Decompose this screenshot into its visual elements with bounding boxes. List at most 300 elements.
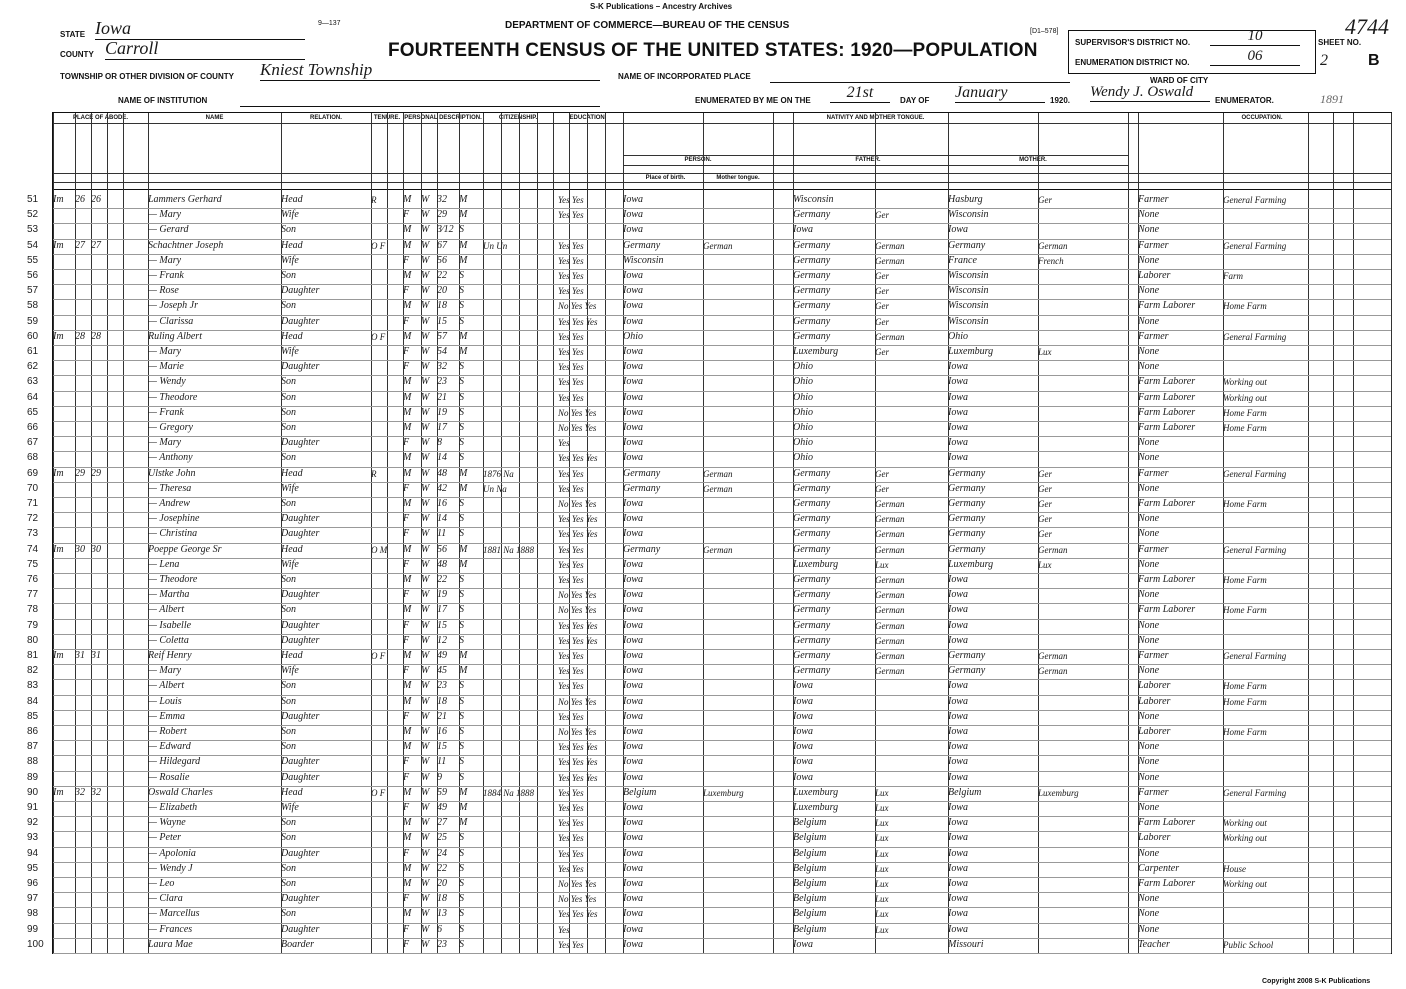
cell-age: 27 (437, 817, 447, 829)
cell-age: 21 (437, 391, 447, 403)
cell-ms: M (459, 650, 468, 661)
cell-n: 77 (27, 589, 39, 601)
cell-fmt: German (875, 666, 905, 677)
cell-age: 22 (437, 862, 447, 874)
cell-pob: Ohio (623, 330, 643, 342)
cell-pob: Iowa (623, 938, 643, 950)
cell-ed: Yes Yes (558, 195, 584, 205)
cell-pob: Iowa (623, 406, 643, 418)
table-row (27, 923, 1391, 938)
cell-ms: M (459, 346, 468, 357)
cell-sex: F (403, 315, 410, 327)
table-row (27, 725, 1391, 740)
cell-race: W (421, 771, 430, 783)
cell-name: — Louis (148, 695, 182, 707)
cell-n: 91 (27, 802, 39, 813)
cell-pob: Iowa (623, 923, 643, 935)
cell-occ: Farm Laborer (1138, 422, 1196, 433)
cell-age: 18 (437, 893, 447, 905)
cell-fpob: Germany (793, 467, 831, 479)
cell-race: W (421, 634, 430, 646)
cell-ed: Yes Yes Yes (558, 514, 598, 525)
cell-ed: Yes Yes Yes (558, 909, 598, 920)
enumerated-label: ENUMERATED BY ME ON THE (695, 96, 811, 105)
cell-occ: Farm Laborer (1138, 376, 1196, 388)
cell-fpob: Iowa (793, 741, 813, 753)
cell-cz: Un Un (483, 240, 508, 251)
cell-n: 85 (27, 710, 39, 722)
cell-pob: Iowa (623, 194, 643, 205)
cell-name: — Clarissa (148, 315, 194, 327)
cell-fpob: Germany (793, 574, 831, 585)
cell-sex: F (403, 209, 410, 221)
cell-rel: Wife (281, 558, 299, 570)
cell-rel: Head (281, 543, 303, 555)
cell-fmt: Ger (875, 316, 889, 327)
table-row (27, 467, 1391, 482)
cell-age: 25 (437, 832, 447, 844)
cell-name: — Albert (148, 604, 185, 616)
cell-rel: Wife (281, 209, 299, 221)
cell-sex: M (403, 878, 412, 889)
cell-sex: F (403, 893, 410, 905)
cell-occ: None (1138, 771, 1160, 783)
table-row (27, 710, 1391, 725)
cell-ed: No Yes Yes (558, 605, 597, 616)
cell-ms: S (459, 938, 464, 950)
cell-sex: M (403, 832, 412, 844)
cell-sex: F (403, 923, 410, 935)
cell-ms: S (459, 513, 464, 525)
cell-ms: S (459, 847, 464, 859)
cell-ed: Yes Yes (558, 818, 584, 829)
cell-name: — Marie (148, 361, 184, 373)
cell-ed: Yes Yes (558, 939, 584, 950)
cell-age: 15 (437, 619, 447, 631)
cell-race: W (421, 832, 430, 844)
cell-pob: Iowa (623, 650, 643, 661)
cell-n: 97 (27, 893, 39, 905)
state-value: Iowa (95, 18, 305, 40)
section-name: NAME (205, 115, 224, 121)
table-row (27, 451, 1391, 466)
cell-ms: S (459, 437, 464, 449)
cell-sex: F (403, 938, 410, 950)
cell-mpob: Iowa (948, 817, 968, 829)
cell-f: 27 (91, 239, 101, 251)
cell-ms: S (459, 923, 464, 935)
cell-mpob: Iowa (948, 771, 968, 783)
cell-mpob: Missouri (948, 938, 984, 950)
cell-mmt: Ger (1038, 529, 1052, 540)
cell-pob: Germany (623, 482, 661, 494)
cell-age: 22 (437, 574, 447, 585)
cell-d: 29 (75, 467, 85, 479)
cell-fpob: Iowa (793, 771, 813, 783)
cell-fmt: German (875, 255, 905, 266)
enumeration-value: 06 (1210, 48, 1300, 66)
cell-ed: No Yes Yes (558, 301, 597, 312)
cell-age: 16 (437, 726, 447, 737)
cell-race: W (421, 543, 430, 555)
cell-sex: F (403, 558, 410, 570)
cell-sex: F (403, 482, 410, 494)
cell-name: Ruling Albert (148, 330, 202, 342)
cell-fmt: Ger (875, 468, 889, 479)
cell-occ: Farmer (1138, 330, 1169, 342)
cell-sex: F (403, 589, 410, 601)
table-row (27, 299, 1391, 314)
cell-age: 32 (437, 361, 447, 373)
cell-mmt: German (1038, 240, 1068, 251)
cell-fpob: Belgium (793, 817, 827, 829)
cell-race: W (421, 786, 430, 798)
table-row (27, 619, 1391, 634)
cell-rel: Daughter (281, 756, 320, 768)
cell-fpob: Germany (793, 270, 831, 281)
cell-ind: General Farming (1223, 651, 1287, 661)
cell-fpob: Germany (793, 528, 831, 540)
cell-age: 8 (437, 437, 442, 449)
cell-race: W (421, 285, 430, 297)
cell-rel: Son (281, 695, 296, 707)
cell-mpob: Iowa (948, 756, 968, 768)
cell-name: — Joseph Jr (148, 300, 198, 312)
cell-mpob: Iowa (948, 908, 968, 920)
cell-fpob: Germany (793, 482, 831, 494)
cell-fpob: Ohio (793, 406, 813, 418)
cell-rel: Wife (281, 254, 299, 266)
cell-age: 17 (437, 422, 447, 433)
cell-race: W (421, 452, 430, 464)
cell-occ: Laborer (1138, 832, 1171, 844)
cell-sex: F (403, 619, 410, 631)
cell-fmt: German (875, 499, 905, 509)
cell-ed: Yes Yes Yes (558, 620, 598, 631)
cell-pob: Iowa (623, 908, 643, 920)
cell-age: 56 (437, 254, 447, 266)
cell-fmt: German (875, 544, 905, 555)
cell-rel: Son (281, 726, 296, 737)
cell-age: 67 (437, 239, 447, 251)
cell-pob: Wisconsin (623, 254, 664, 266)
cell-race: W (421, 695, 430, 707)
table-row (27, 330, 1391, 345)
cell-fmt: Lux (875, 787, 889, 798)
cell-pob: Iowa (623, 376, 643, 388)
cell-ms: M (459, 786, 468, 798)
cell-ed: Yes Yes (558, 362, 584, 373)
cell-pob: Iowa (623, 726, 643, 737)
cell-n: 57 (27, 285, 39, 297)
cell-occ: Farmer (1138, 543, 1169, 555)
cell-name: — Andrew (148, 498, 190, 509)
cell-pob: Iowa (623, 619, 643, 631)
cell-sex: M (403, 406, 412, 418)
cell-ms: S (459, 452, 464, 464)
cell-ms: S (459, 695, 464, 707)
cell-n: 94 (27, 847, 39, 859)
cell-age: 49 (437, 802, 447, 813)
cell-fmt: Lux (875, 559, 889, 570)
cell-sex: F (403, 847, 410, 859)
township-value: Kniest Township (260, 60, 600, 81)
cell-mmt: German (1038, 651, 1068, 661)
cell-age: 11 (437, 756, 447, 768)
cell-sex: M (403, 604, 412, 616)
cell-pob: Iowa (623, 422, 643, 433)
cell-n: 69 (27, 467, 39, 479)
cell-pob: Iowa (623, 528, 643, 540)
cell-age: 23 (437, 680, 447, 692)
cell-n: 82 (27, 665, 39, 677)
cell-occ: Farm Laborer (1138, 878, 1196, 889)
table-row (27, 284, 1391, 299)
cell-ms: S (459, 893, 464, 905)
cell-occ: None (1138, 665, 1160, 677)
cell-name: — Josephine (148, 513, 200, 525)
cell-n: 68 (27, 452, 39, 464)
cell-mpob: Wisconsin (948, 270, 989, 281)
subheader-place-of-birth: Place of birth. (645, 175, 686, 181)
cell-rel: Head (281, 786, 303, 798)
subheader-mother: MOTHER. (1019, 157, 1047, 163)
cell-ed: Yes Yes (558, 666, 584, 677)
cell-age: 48 (437, 467, 447, 479)
cell-fmt: German (875, 590, 905, 601)
cell-occ: None (1138, 802, 1160, 813)
table-row (27, 801, 1391, 816)
cell-rel: Son (281, 300, 296, 312)
cell-name: Lammers Gerhard (148, 194, 222, 205)
form-code: [D1–578] (1030, 28, 1059, 35)
cell-fpob: Iowa (793, 680, 813, 692)
cell-ms: S (459, 574, 464, 585)
subheader-person: PERSON. (684, 157, 712, 163)
cell-n: 78 (27, 604, 39, 616)
cell-age: 20 (437, 285, 447, 297)
table-row (27, 679, 1391, 694)
cell-race: W (421, 224, 430, 236)
cell-sex: M (403, 862, 412, 874)
cell-pob: Iowa (623, 513, 643, 525)
cell-mpob: Luxemburg (948, 346, 994, 357)
cell-pob: Iowa (623, 285, 643, 297)
cell-pob: Iowa (623, 634, 643, 646)
cell-sex: M (403, 741, 412, 753)
table-row (27, 649, 1391, 664)
table-row (27, 847, 1391, 862)
cell-mmt: Lux (1038, 559, 1052, 570)
cell-n: 79 (27, 619, 39, 631)
cell-ms: M (459, 817, 468, 829)
cell-n: 70 (27, 482, 39, 494)
cell-name: — Frank (148, 406, 184, 418)
cell-ind: Working out (1223, 879, 1267, 889)
cell-sex: M (403, 498, 412, 509)
cell-occ: None (1138, 346, 1160, 357)
cell-race: W (421, 619, 430, 631)
cell-n: 62 (27, 361, 39, 373)
cell-fmt: Lux (875, 924, 889, 935)
cell-ms: S (459, 315, 464, 327)
cell-race: W (421, 756, 430, 768)
cell-occ: Farm Laborer (1138, 817, 1196, 829)
cell-fmt: Lux (875, 848, 889, 859)
cell-ind: Home Farm (1223, 499, 1267, 509)
cell-fpob: Germany (793, 665, 831, 677)
table-row (27, 816, 1391, 831)
cell-fpob: Germany (793, 604, 831, 616)
cell-ms: S (459, 224, 464, 236)
cell-ten: O F (371, 240, 386, 251)
cell-mpob: Iowa (948, 361, 968, 373)
table-row (27, 740, 1391, 755)
cell-occ: Farm Laborer (1138, 604, 1196, 616)
cell-ten: R (371, 195, 377, 205)
cell-ms: S (459, 756, 464, 768)
cell-ind: Farm (1223, 271, 1243, 281)
cell-n: 56 (27, 270, 39, 281)
cell-ed: Yes Yes (558, 468, 584, 479)
cell-ten: R (371, 468, 377, 479)
cell-ed: No Yes Yes (558, 727, 597, 737)
cell-age: 45 (437, 665, 447, 677)
cell-fmt: Ger (875, 210, 889, 221)
county-label: COUNTY (60, 50, 94, 59)
table-row (27, 360, 1391, 375)
cell-ms: M (459, 254, 468, 266)
table-row (27, 208, 1391, 223)
cell-sex: M (403, 300, 412, 312)
cell-pob: Iowa (623, 346, 643, 357)
cell-n: 89 (27, 771, 39, 783)
cell-ed: Yes Yes (558, 681, 584, 692)
section-occupation: OCCUPATION. (1241, 115, 1283, 121)
cell-fpob: Germany (793, 300, 831, 312)
cell-fpob: Belgium (793, 893, 827, 905)
sheet-side: B (1368, 52, 1380, 69)
cell-age: 3⁄12 (437, 224, 454, 236)
cell-ind: Public School (1223, 939, 1274, 950)
cell-race: W (421, 391, 430, 403)
cell-name: — Wayne (148, 817, 186, 829)
cell-fpob: Luxemburg (793, 802, 839, 813)
cell-mpob: Iowa (948, 878, 968, 889)
cell-ed: Yes Yes (558, 240, 584, 251)
cell-rel: Wife (281, 665, 299, 677)
cell-ms: M (459, 543, 468, 555)
cell-race: W (421, 589, 430, 601)
cell-occ: Laborer (1138, 695, 1171, 707)
cell-sex: M (403, 908, 412, 920)
cell-name: — Frances (148, 923, 193, 935)
cell-fpob: Germany (793, 513, 831, 525)
table-row (27, 315, 1391, 330)
cell-ms: M (459, 467, 468, 479)
cell-mpob: Iowa (948, 437, 968, 449)
cell-name: — Coletta (148, 634, 189, 646)
cell-age: 11 (437, 528, 447, 540)
cell-race: W (421, 270, 430, 281)
cell-fpob: Iowa (793, 726, 813, 737)
cell-mpob: Iowa (948, 862, 968, 874)
cell-cz: 1881 Na 1888 (483, 544, 535, 555)
cell-mpob: Germany (948, 650, 986, 661)
cell-age: 19 (437, 589, 447, 601)
cell-ms: S (459, 285, 464, 297)
cell-pob: Iowa (623, 437, 643, 449)
cell-ten: O F (371, 331, 386, 342)
cell-rel: Boarder (281, 938, 314, 950)
cell-n: 63 (27, 376, 39, 388)
cell-mmt: Ger (1038, 483, 1052, 494)
cell-rel: Son (281, 908, 296, 920)
cell-occ: None (1138, 513, 1160, 525)
cell-ed: Yes Yes Yes (558, 635, 598, 646)
cell-fmt: Ger (875, 271, 889, 281)
cell-name: — Apolonia (148, 847, 196, 859)
cell-occ: None (1138, 224, 1160, 236)
cell-fmt: Ger (875, 347, 889, 357)
cell-sex: M (403, 422, 412, 433)
cell-pob: Iowa (623, 361, 643, 373)
cell-pmt: German (703, 544, 733, 555)
cell-fpob: Belgium (793, 847, 827, 859)
cell-mpob: Germany (948, 543, 986, 555)
cell-name: — Mary (148, 254, 182, 266)
cell-f: 30 (91, 543, 101, 555)
cell-sex: F (403, 710, 410, 722)
cell-rel: Son (281, 680, 296, 692)
cell-mpob: Iowa (948, 726, 968, 737)
cell-ms: S (459, 908, 464, 920)
cell-ed: No Yes Yes (558, 696, 597, 707)
cell-name: — Wendy J (148, 862, 193, 874)
cell-occ: None (1138, 847, 1160, 859)
cell-pob: Iowa (623, 817, 643, 829)
cell-ms: S (459, 680, 464, 692)
table-row (27, 907, 1391, 922)
cell-ms: M (459, 482, 468, 494)
cell-sex: M (403, 650, 412, 661)
cell-rel: Daughter (281, 771, 320, 783)
cell-sex: M (403, 330, 412, 342)
cell-rel: Son (281, 270, 296, 281)
cell-fmt: German (875, 529, 905, 540)
cell-n: 83 (27, 680, 39, 692)
stamp-number: 4744 (1345, 14, 1389, 39)
cell-pob: Iowa (623, 574, 643, 585)
cell-fmt: German (875, 635, 905, 646)
cell-pob: Germany (623, 467, 661, 479)
cell-pob: Iowa (623, 452, 643, 464)
cell-rel: Daughter (281, 847, 320, 859)
cell-pob: Germany (623, 543, 661, 555)
cell-n: 52 (27, 209, 39, 221)
cell-name: Poeppe George Sr (148, 543, 222, 555)
cell-fmt: German (875, 575, 905, 585)
cell-mpob: Iowa (948, 923, 968, 935)
cell-mmt: Ger (1038, 468, 1052, 479)
cell-ed: No Yes Yes (558, 879, 597, 889)
cell-ed: Yes Yes (558, 651, 584, 661)
cell-age: 17 (437, 604, 447, 616)
cell-age: 22 (437, 270, 447, 281)
cell-occ: Farmer (1138, 467, 1169, 479)
cell-ed: Yes Yes Yes (558, 529, 598, 540)
cell-ind: General Farming (1223, 468, 1287, 479)
